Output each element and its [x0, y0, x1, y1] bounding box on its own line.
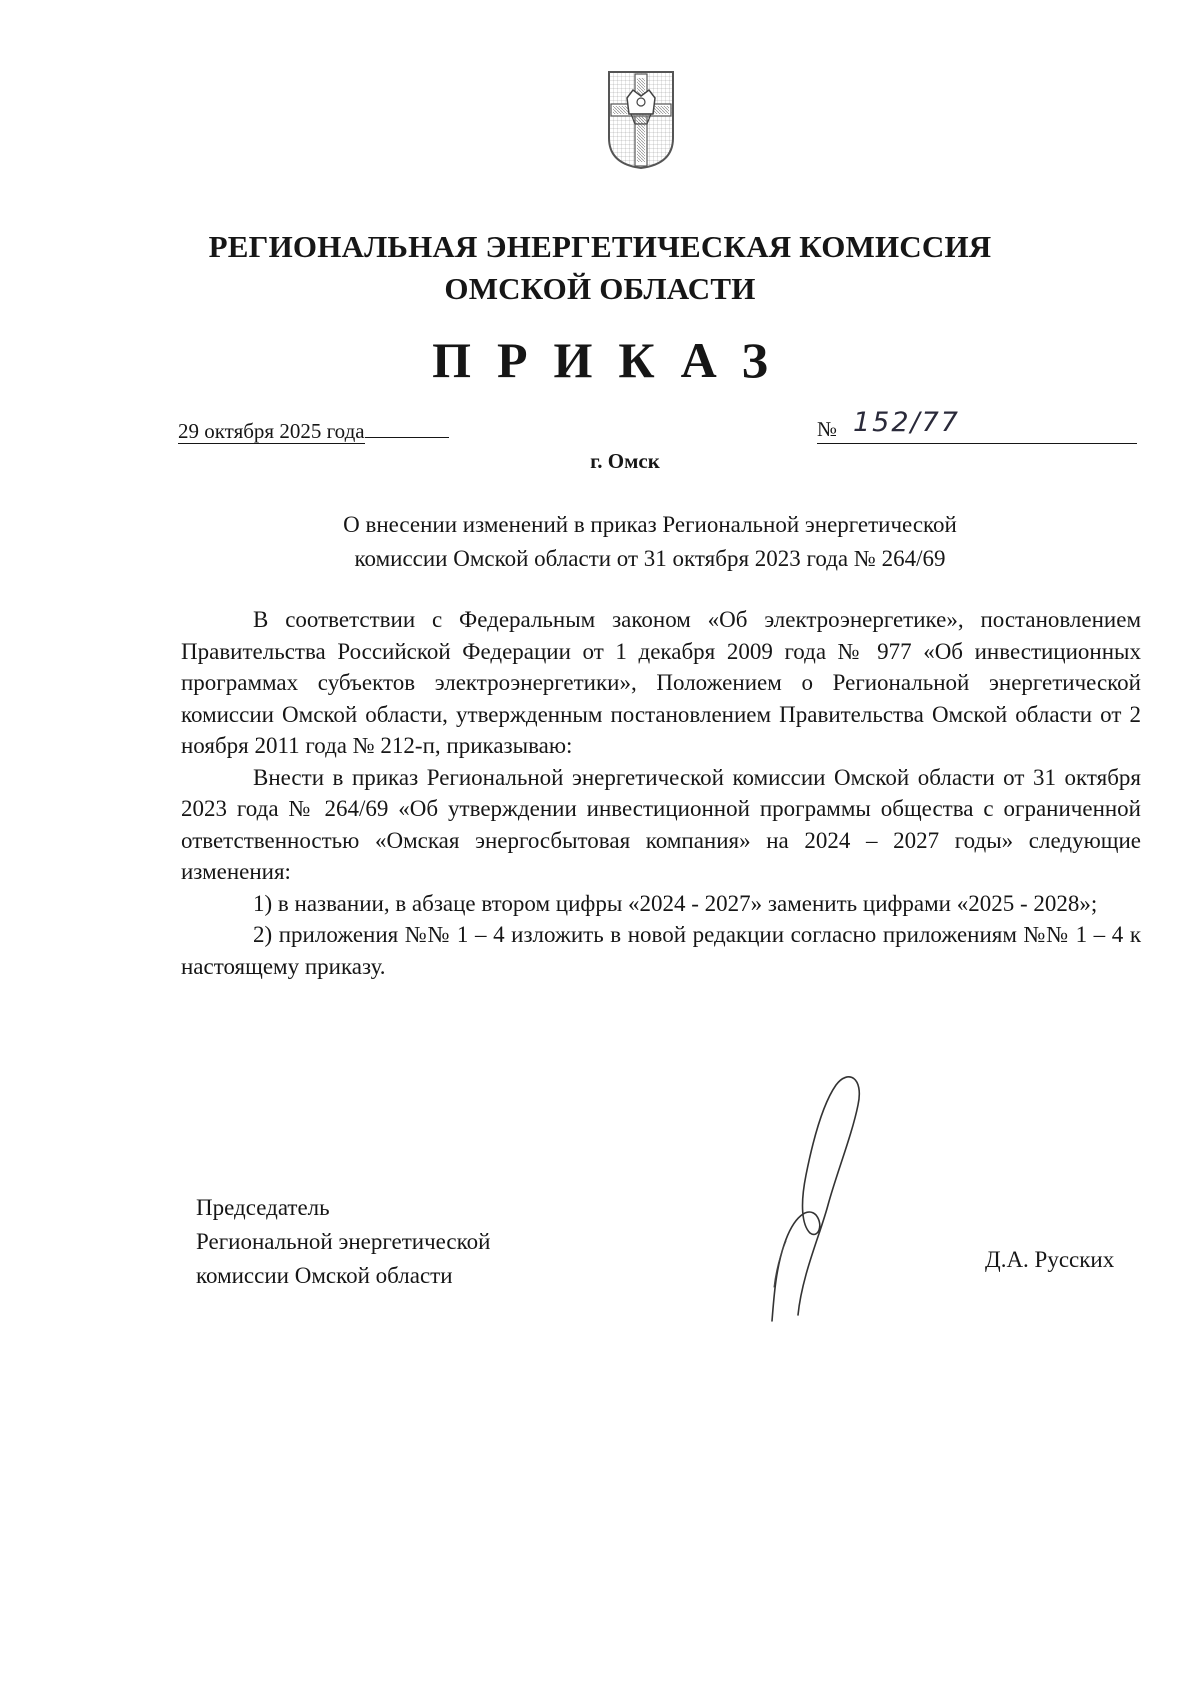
order-number-label: № — [817, 417, 838, 441]
order-subject — [240, 508, 1060, 576]
order-body — [181, 604, 1141, 982]
order-date-text: 29 октября 2025 года — [178, 419, 365, 443]
signer-position-line1: Председатель — [196, 1195, 330, 1220]
order-subject-line1: О внесении изменений в приказ Региональной энергетической — [343, 512, 957, 537]
order-number-line — [817, 407, 1137, 444]
body-paragraph-legal-basis: В соответствии с Федеральным законом «Об электроэнергетике», постановлением Правительства Российской Федерации от 1 декабря 2009 года № 977 «Об инвестиционных программах субъектов электроэнергетики», Положением о Региональной энергетической комиссии Омской области, утвержденным постановлением Правительства Омской области от 2 ноября 2011 года № 212-п, приказываю: — [181, 607, 1141, 758]
order-subject-line2: комиссии Омской области от 31 октября 2023 года № 264/69 — [354, 546, 946, 571]
body-paragraph-amendment: Внести в приказ Региональной энергетической комиссии Омской области от 31 октября 2023 года № 264/69 «Об утверждении инвестиционной программы общества с ограниченной ответственностью «Омская энергосбытовая компания» на 2024 – 2027 годы» следующие изменения: — [181, 764, 1141, 884]
order-date — [178, 418, 449, 444]
organization-title-line1: РЕГИОНАЛЬНАЯ ЭНЕРГЕТИЧЕСКАЯ КОМИССИЯ — [208, 229, 992, 264]
date-underline — [365, 419, 449, 438]
signer-position-line3: комиссии Омской области — [196, 1263, 453, 1288]
order-number-handwritten: 152/77 — [853, 407, 960, 438]
signer-position — [196, 1191, 490, 1293]
body-item-1: 1) в названии, в абзаце втором цифры «2024 - 2027» заменить цифрами «2025 - 2028»; — [253, 890, 1098, 916]
handwritten-signature — [740, 1065, 880, 1335]
document-type-title: ПРИКАЗ — [432, 332, 794, 388]
organization-title — [0, 226, 1200, 310]
signer-position-line2: Региональной энергетической — [196, 1229, 491, 1254]
body-item-2: 2) приложения №№ 1 – 4 изложить в новой редакции согласно приложениям №№ 1 – 4 к настоящему приказу. — [181, 922, 1141, 979]
organization-title-line2: ОМСКОЙ ОБЛАСТИ — [444, 271, 756, 306]
coat-of-arms-emblem — [605, 68, 677, 170]
signer-name: Д.А. Русских — [985, 1247, 1115, 1272]
city-label: г. Омск — [590, 449, 660, 473]
